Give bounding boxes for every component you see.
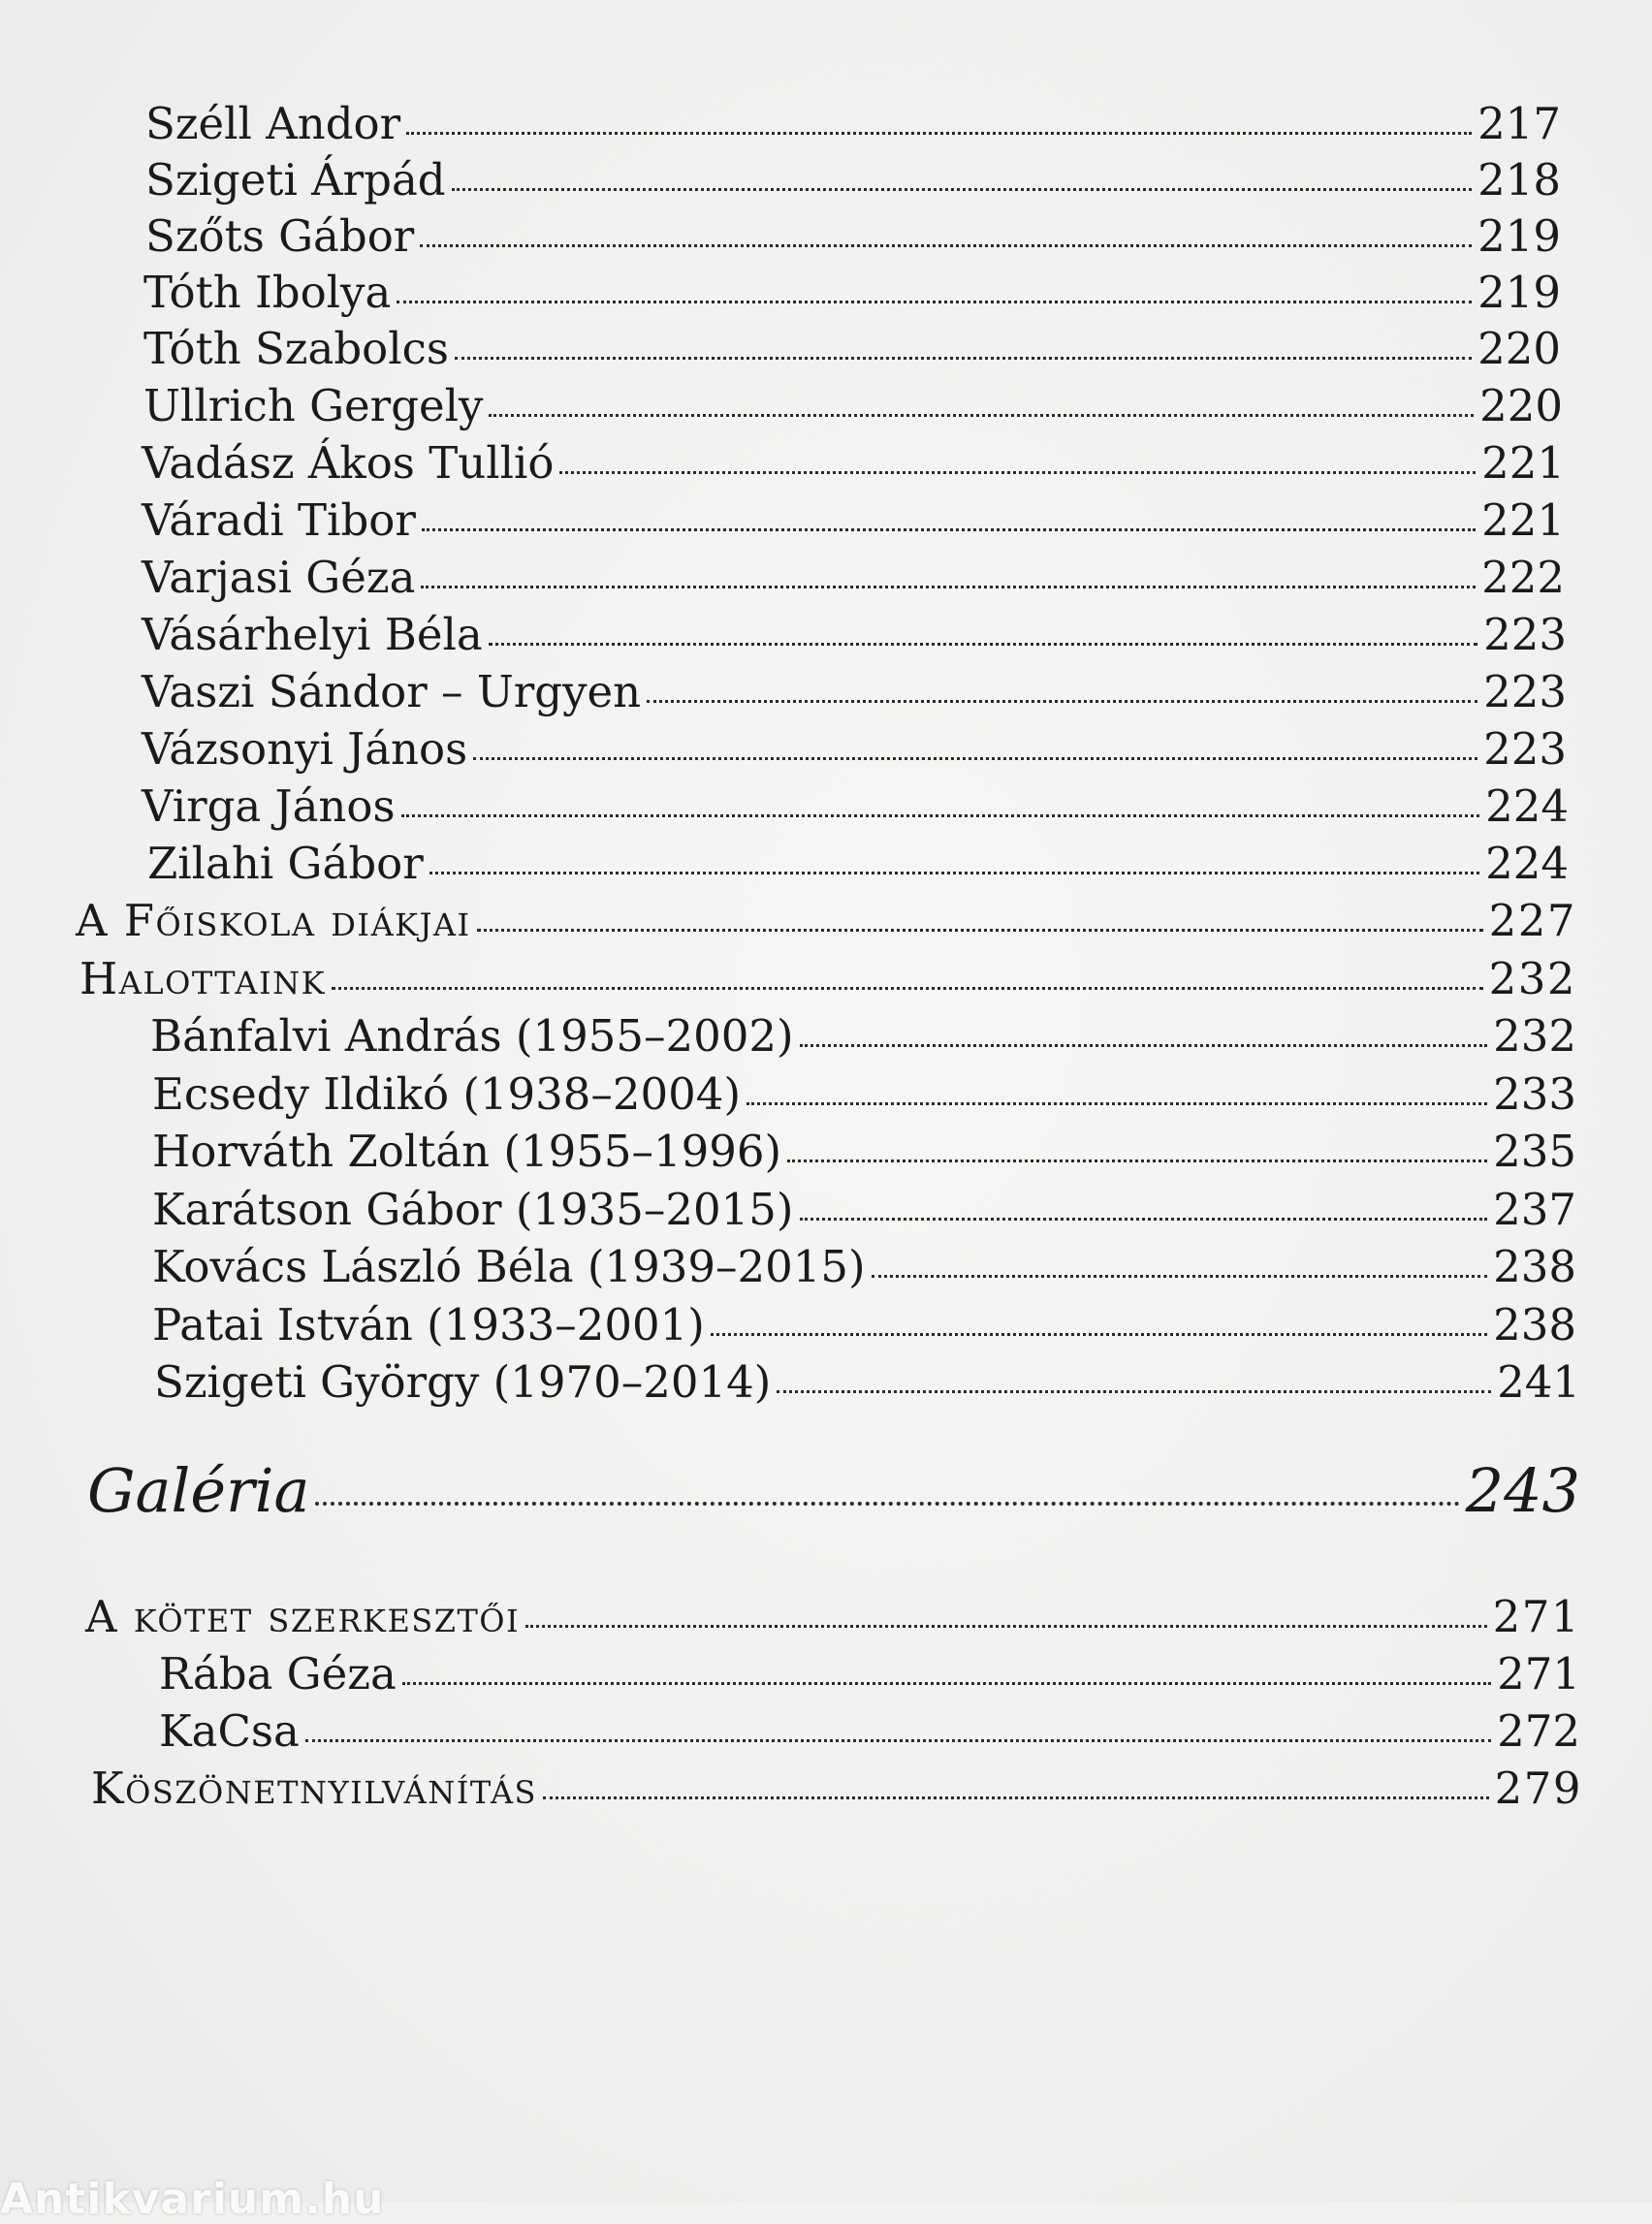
dot-leader <box>559 471 1476 474</box>
toc-entry-name: Virga János <box>142 780 396 832</box>
toc-entry-page: 220 <box>1479 380 1563 431</box>
toc-entry-page: 217 <box>1477 98 1561 149</box>
dot-leader <box>489 414 1474 417</box>
toc-section-title: Galéria <box>87 1455 310 1526</box>
toc-entry-name: Szőts Gábor <box>145 210 415 262</box>
toc-entry <box>142 779 1569 834</box>
toc-entry <box>152 1183 1576 1237</box>
dot-leader <box>489 643 1477 646</box>
toc-entry-name: Patai István (1933–2001) <box>152 1299 705 1350</box>
watermark: Antikvarium.hu <box>0 2175 385 2224</box>
dot-leader <box>777 1390 1491 1393</box>
toc-entry-page: 224 <box>1485 780 1569 832</box>
toc-entry-page: 221 <box>1481 494 1565 546</box>
toc-section-title: Halottaink <box>79 953 327 1004</box>
toc-entry <box>152 1298 1576 1352</box>
toc-entry-name: KaCsa <box>159 1705 300 1757</box>
dot-leader <box>455 357 1472 360</box>
toc-entry-page: 233 <box>1493 1068 1576 1120</box>
toc-entry-name: Tóth Ibolya <box>143 267 392 318</box>
toc-section-page: 227 <box>1488 895 1576 946</box>
toc-entry-name: Vásárhelyi Béla <box>142 609 483 660</box>
dot-leader <box>422 528 1476 531</box>
toc-entry-page: 232 <box>1493 1010 1576 1062</box>
toc-entry <box>152 1240 1576 1294</box>
dot-leader <box>747 1102 1487 1105</box>
dot-leader <box>452 188 1472 191</box>
dot-leader <box>800 1044 1488 1047</box>
toc-entry-page: 241 <box>1497 1356 1580 1408</box>
toc-entry-name: Kovács László Béla (1939–2015) <box>152 1241 866 1292</box>
toc-entry-name: Bánfalvi András (1955–2002) <box>150 1010 794 1062</box>
toc-section-title: Köszönetnyilvánítás <box>91 1763 537 1814</box>
toc-entry <box>142 551 1565 605</box>
dot-leader <box>332 987 1483 990</box>
dot-leader <box>525 1625 1486 1628</box>
toc-entry-page: 271 <box>1497 1648 1580 1700</box>
toc-entry <box>142 608 1567 662</box>
toc-entry-name: Vázsonyi János <box>142 723 468 775</box>
toc-entry-name: Ullrich Gergely <box>143 380 484 431</box>
toc-entry <box>154 1355 1580 1410</box>
dot-leader <box>543 1796 1489 1799</box>
toc-entry <box>142 665 1567 719</box>
toc-entry-name: Varjasi Géza <box>142 552 416 603</box>
toc-entry-name: Váradi Tibor <box>142 494 416 546</box>
toc-entry-page: 224 <box>1485 838 1569 889</box>
dot-leader <box>800 1218 1488 1221</box>
dot-leader <box>397 301 1472 303</box>
toc-entry-page: 238 <box>1493 1241 1576 1292</box>
toc-entry-page: 223 <box>1483 723 1567 775</box>
toc-entry <box>159 1704 1580 1759</box>
toc-entry <box>145 97 1561 151</box>
toc-section-page: 271 <box>1492 1591 1580 1642</box>
toc-section-deceased <box>79 952 1576 1006</box>
toc-section-title: A kötet szerkesztői <box>85 1591 521 1642</box>
toc-entry <box>152 1125 1576 1179</box>
toc-entry <box>143 322 1561 376</box>
toc-entry <box>142 436 1565 491</box>
toc-entry-page: 223 <box>1483 666 1567 717</box>
dot-leader <box>872 1275 1488 1278</box>
toc-entry-page: 235 <box>1493 1126 1576 1177</box>
toc-entry <box>145 209 1561 264</box>
toc-entry-name: Tóth Szabolcs <box>143 323 449 374</box>
toc-section-editors <box>85 1590 1580 1644</box>
toc-entry-name: Ecsedy Ildikó (1938–2004) <box>152 1068 741 1120</box>
toc-section-page: 243 <box>1465 1455 1580 1526</box>
toc-entry-name: Rába Géza <box>159 1648 397 1700</box>
toc-entry <box>147 837 1569 891</box>
toc-entry-page: 223 <box>1483 609 1567 660</box>
toc-section-page: 279 <box>1494 1763 1582 1814</box>
toc-entry <box>143 379 1563 433</box>
toc-entry-page: 221 <box>1481 437 1565 489</box>
toc-section-title: A Főiskola diákjai <box>76 895 471 946</box>
toc-entry-page: 219 <box>1477 267 1561 318</box>
toc-entry-page: 218 <box>1477 154 1561 206</box>
dot-leader <box>420 244 1472 247</box>
toc-entry-name: Szigeti Árpád <box>145 154 446 206</box>
toc-section-page: 232 <box>1488 953 1576 1004</box>
toc-entry-page: 219 <box>1477 210 1561 262</box>
toc-entry-name: Horváth Zoltán (1955–1996) <box>152 1126 782 1177</box>
toc-entry-page: 222 <box>1481 552 1565 603</box>
toc-entry-page: 237 <box>1493 1184 1576 1235</box>
toc-entry-page: 238 <box>1493 1299 1576 1350</box>
toc-entry <box>150 1009 1576 1064</box>
toc-entry <box>142 493 1565 548</box>
toc-entry-name: Szigeti György (1970–2014) <box>154 1356 772 1408</box>
toc-entry-name: Vadász Ákos Tullió <box>142 437 555 489</box>
toc-entry-name: Vaszi Sándor – Urgyen <box>142 666 642 717</box>
toc-entry <box>143 266 1561 320</box>
dot-leader <box>401 814 1480 817</box>
dot-leader <box>305 1739 1491 1742</box>
toc-section-gallery <box>87 1454 1580 1528</box>
toc-entry <box>159 1647 1580 1701</box>
toc-entry-name: Zilahi Gábor <box>147 838 424 889</box>
dot-leader <box>429 872 1479 874</box>
dot-leader <box>421 586 1476 588</box>
dot-leader <box>402 1682 1491 1685</box>
toc-entry <box>145 153 1561 207</box>
toc-entry <box>142 722 1567 777</box>
toc-entry-name: Széll Andor <box>145 98 401 149</box>
toc-entry-page: 220 <box>1477 323 1561 374</box>
toc-entry-name: Karátson Gábor (1935–2015) <box>152 1184 794 1235</box>
dot-leader <box>787 1160 1487 1162</box>
dot-leader <box>711 1333 1487 1336</box>
toc-section-acknowledgements <box>91 1762 1582 1816</box>
dot-leader <box>477 929 1483 932</box>
dot-leader <box>473 757 1477 760</box>
toc-section-students <box>76 894 1576 948</box>
dot-leader <box>406 132 1472 135</box>
dot-leader <box>647 700 1477 703</box>
toc-entry-page: 272 <box>1497 1705 1580 1757</box>
dot-leader <box>315 1502 1459 1506</box>
toc-entry <box>152 1067 1576 1122</box>
